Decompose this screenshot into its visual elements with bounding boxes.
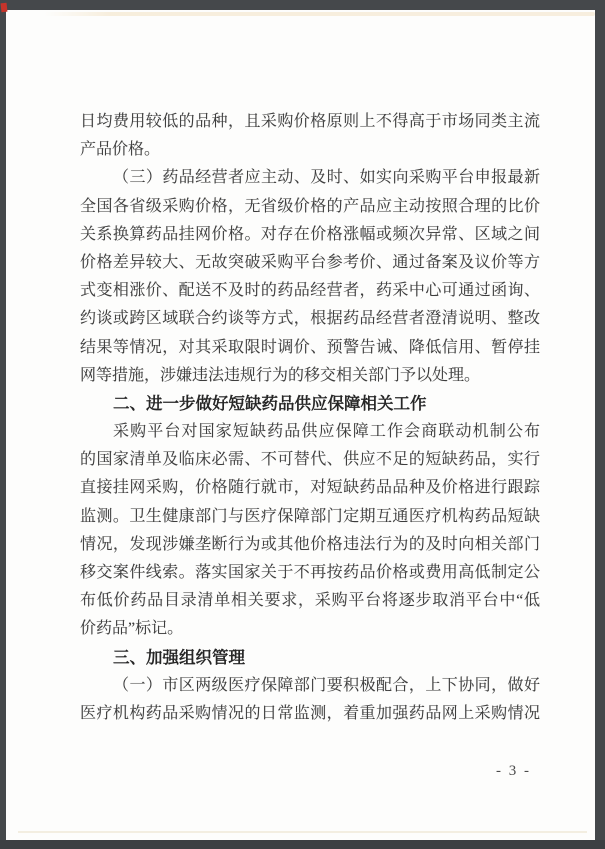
page-number: - 3 - bbox=[496, 763, 531, 779]
text-line: 产品价格。 bbox=[80, 141, 161, 159]
text-line: 移交案件线索。落实国家关于不再按药品价格或费用高低制定公 bbox=[80, 564, 540, 581]
text-line: 式变相涨价、配送不及时的药品经营者，药采中心可通过函询、 bbox=[80, 282, 540, 300]
text-line: 价药品”标记。 bbox=[80, 620, 184, 638]
text-line: （三）药品经营者应主动、及时、如实向采购平台申报最新 bbox=[113, 169, 540, 187]
page-top-edge-shadow bbox=[44, 12, 595, 16]
text-line: 全国各省级采购价格，无省级价格的产品应主动按照合理的比价 bbox=[80, 197, 540, 215]
document-page bbox=[6, 10, 595, 840]
text-line: 的国家清单及临床必需、不可替代、供应不足的短缺药品，实行 bbox=[80, 451, 540, 469]
text-line: 情况，发现涉嫌垄断行为或其他价格违法行为的及时向相关部门 bbox=[80, 535, 540, 553]
text-line: 医疗机构药品采购情况的日常监测，着重加强药品网上采购情况 bbox=[80, 704, 540, 722]
text-line: 监测。卫生健康部门与医疗保障部门定期互通医疗机构药品短缺 bbox=[80, 507, 540, 525]
section-heading: 二、进一步做好短缺药品供应保障相关工作 bbox=[113, 394, 427, 413]
page-bottom-edge-shadow bbox=[18, 831, 587, 833]
document-text-block bbox=[80, 108, 540, 728]
text-line: 结果等情况，对其采取限时调价、预警告诫、降低信用、暂停挂 bbox=[80, 338, 540, 356]
red-corner-mark bbox=[1, 3, 8, 13]
text-line: 日均费用较低的品种，且采购价格原则上不得高于市场同类主流 bbox=[80, 113, 540, 130]
text-line: 布低价药品目录清单相关要求，采购平台将逐步取消平台中“低 bbox=[80, 592, 540, 610]
scan-frame-bottom bbox=[0, 840, 605, 849]
text-line: 采购平台对国家短缺药品供应保障工作会商联动机制公布 bbox=[113, 423, 540, 441]
section-heading: 三、加强组织管理 bbox=[113, 648, 245, 667]
text-line: 约谈或跨区域联合约谈等方式，根据药品经营者澄清说明、整改 bbox=[80, 310, 540, 328]
text-line: 直接挂网采购，价格随行就市，对短缺药品品种及价格进行跟踪 bbox=[80, 479, 540, 497]
text-line: 价格差异较大、无故突破采购平台参考价、通过备案及议价等方 bbox=[80, 253, 540, 271]
text-line: 关系换算药品挂网价格。对存在价格涨幅或频次异常、区域之间 bbox=[80, 225, 540, 243]
text-line: 网等措施，涉嫌违法违规行为的移交相关部门予以处理。 bbox=[80, 366, 481, 384]
text-line: （一）市区两级医疗保障部门要积极配合，上下协同，做好 bbox=[113, 676, 540, 694]
